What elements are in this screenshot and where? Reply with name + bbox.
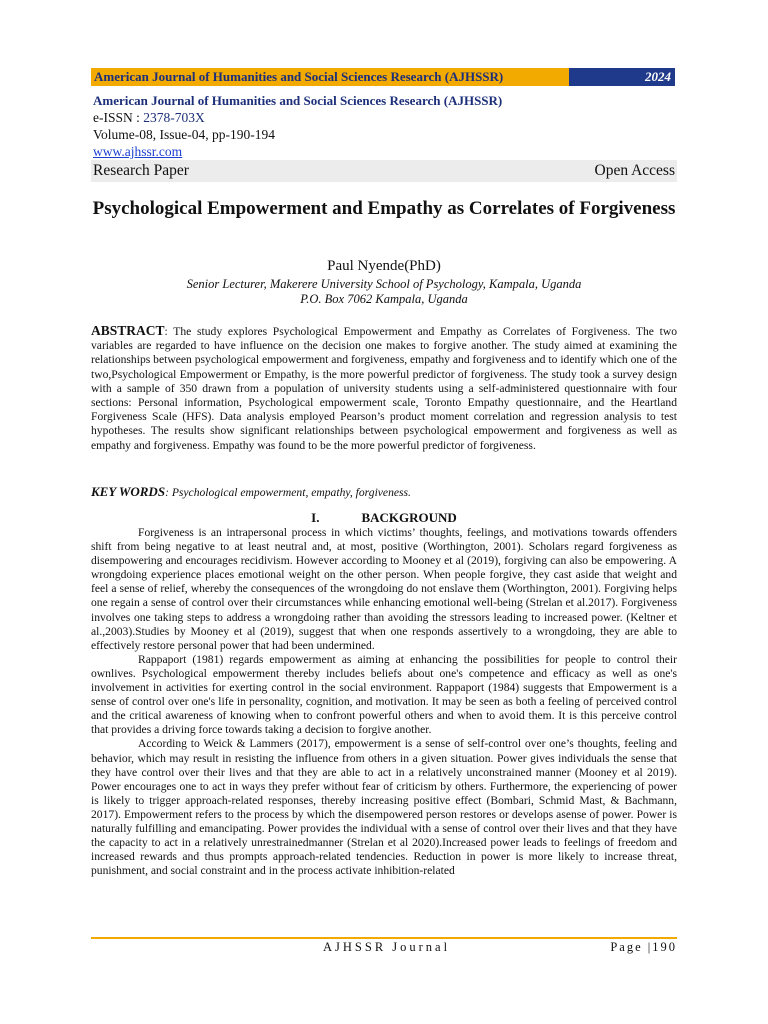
- issn-value: 2378-703X: [143, 110, 205, 125]
- abstract: [91, 324, 677, 453]
- section-number: I.: [311, 510, 320, 525]
- volume-line: Volume-08, Issue-04, pp-190-194: [93, 127, 275, 142]
- author-name: Paul Nyende(PhD): [327, 258, 441, 274]
- affiliation-line: Senior Lecturer, Makerere University School of Psychology, Kampala, Uganda: [186, 277, 582, 291]
- paper-title: Psychological Empowerment and Empathy as Correlates of Forgiveness: [92, 198, 676, 219]
- journal-name: American Journal of Humanities and Social Sciences Research (AJHSSR): [93, 93, 503, 108]
- paragraph: Rappaport (1981) regards empowerment as aiming at enhancing the possibilities for people to control their ownlives. Psychological empowerment thereby includes beliefs about one's competence and efficacy as well as one's involvement in activities for exerting control in the social environment. Rappaport (1984) suggests that Empowerment is a sense of control over one's life in personality, cognition, and motivation. It may be seen as both a feeling of perceived control and the critical awareness of knowing when to confront powerful others and when to avoid them. It is this perceive control that provides a driving force towards taking a decision to forgive another.: [91, 652, 677, 737]
- paper-type: Research Paper: [93, 162, 189, 179]
- affiliation: [91, 277, 677, 307]
- paragraph: Forgiveness is an intrapersonal process in which victims’ thoughts, feelings, and motivations towards offenders shift from being negative to at least neutral and, at most, positive (Worthington, 2001). Scholars regard forgiveness as disempowering and encourages recidivism. However according to Mooney et al (2019), forgiving can also be empowering. A wrongdoing experience places emotional weight on the other person. When people forgive, they cast aside that weight and feel a sense of relief, whereby the consequences of the wrongdoing do not enslave them (Worthington, 2001). Forgiving helps one regain a sense of control over their circumstances while enhancing emotional well-being (Strelan et al.2017). Forgiveness involves one taking steps to address a wrongdoing rather than avoiding the stressors leading to increased power. (Keltner et al.,2003).Studies by Mooney et al (2019), suggest that when one responds assertively to a wrongdoing, they are able to effectively restore personal power that had been undermined.: [91, 526, 677, 652]
- keywords-text: : Psychological empowerment, empathy, forgiveness.: [165, 486, 411, 499]
- page-number: Page |190: [610, 940, 677, 954]
- issn-label: e-ISSN :: [93, 110, 144, 125]
- paper-type-bar: [91, 160, 677, 182]
- paragraph: According to Weick & Lammers (2017), empowerment is a sense of self-control over one’s thoughts, feeling and behavior, which may result in resisting the influence from others in a given situation. Power gives individuals the sense that they have control over their lives and that they are able to act in a relatively unconstrained manner (Mooney et al 2019). Power encourages one to act in ways they prefer without fear of criticism by others. Furthermore, the experiencing of power is likely to trigger approach-related responses, thereby increasing positive effect (Bombari, Schmid Mast, & Bachmann, 2017). Empowerment refers to the process by which the disempowered person restores or develops asense of power. Power is naturally fulfilling and emancipating. Power provides the individual with a sense of control over their lives and that they have the capacity to act in a relatively unrestrainedmanner (Strelan et al 2020).Increased power leads to feelings of freedom and increased rewards and thus prompts approach-related tendencies. Reduction in power is more likely to increase threat, punishment, and social constraint and in the process activate inhibition-related: [91, 737, 677, 878]
- footer-divider: [91, 937, 677, 939]
- abstract-text: : The study explores Psychological Empowerment and Empathy as Correlates of Forgiveness. The two variables are regarded to have influence on the decision one makes to forgive another. The study aimed at examining the relationships between psychological empowerment and forgiveness, empathy and forgiveness and to identify which one of the two,Psychological Empowerment or Empathy, is the more powerful predictor of forgiveness. The study took a survey design with a sample of 350 drawn from a population of university students using a self-administered questionnaire with four sections: Personal information, Psychological empowerment scale, Toronto Empathy questionnaire, and the Heartland Forgiveness Scale (HFS). Data analysis employed Pearson’s product moment correlation and regression analysis to test hypotheses. The results show significant relationships between psychological empowerment and forgiveness as well as empathy and forgiveness. Empathy was found to be the more powerful predictor of forgiveness.: [91, 325, 677, 452]
- journal-url-link[interactable]: www.ajhssr.com: [93, 144, 183, 159]
- journal-banner: [91, 68, 675, 86]
- page-footer: [91, 940, 677, 955]
- body-text: [91, 526, 677, 878]
- footer-journal: AJHSSR Journal: [323, 940, 451, 954]
- abstract-label: ABSTRACT: [91, 323, 165, 338]
- journal-header: [93, 92, 677, 160]
- section-title: BACKGROUND: [361, 510, 457, 525]
- keywords: [91, 484, 677, 500]
- affiliation-line: P.O. Box 7062 Kampala, Uganda: [300, 292, 468, 306]
- section-heading: [91, 510, 677, 526]
- banner-year: 2024: [569, 68, 675, 86]
- issn-line: [93, 109, 677, 126]
- keywords-label: KEY WORDS: [91, 484, 166, 499]
- access-type: Open Access: [594, 162, 675, 179]
- banner-journal-name: American Journal of Humanities and Social Sciences Research (AJHSSR): [91, 68, 569, 86]
